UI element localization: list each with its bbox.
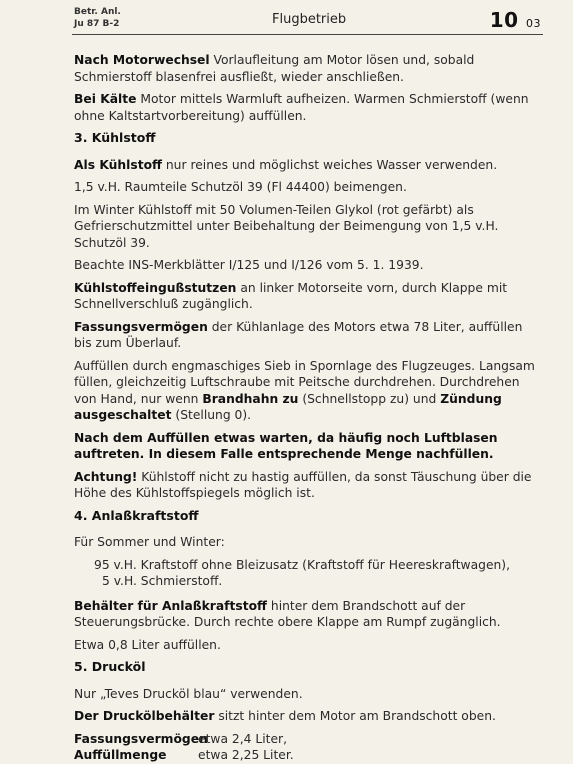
term: Nach Motorwechsel	[74, 53, 210, 67]
mixture-list	[74, 557, 540, 590]
fill-amount-label: Auffüllmenge	[74, 748, 167, 762]
term: Zündung ausgeschaltet	[74, 391, 502, 422]
page-number	[490, 8, 541, 32]
capacity-label: Fassungsvermögen	[74, 731, 208, 746]
paragraph-motorwechsel	[74, 52, 540, 85]
text: (Schnellstopp zu) und	[298, 391, 441, 406]
term: Der Druckölbehälter	[74, 709, 215, 723]
section-heading-druckoel: 5. Drucköl	[74, 659, 146, 674]
header-rule	[72, 34, 543, 35]
text: Motor mittels Warmluft aufheizen. Warmen Schmierstoff (wenn ohne Kaltstartvorbereitung) auffüllen.	[74, 92, 529, 123]
page-number-main: 10	[489, 8, 519, 32]
paragraph-auffuellen	[74, 358, 540, 424]
paragraph-teves: Nur „Teves Drucköl blau“ verwenden.	[74, 686, 303, 701]
paragraph-nachfuellen: Nach dem Auffüllen etwas warten, da häufig noch Luftblasen auftreten. In diesem Falle entsprechende Menge nachfüllen.	[74, 430, 498, 461]
term: Kühlstoffeingußstutzen	[74, 280, 237, 295]
term: Behälter für Anlaßkraftstoff	[74, 598, 267, 613]
paragraph-als-kuehlstoff	[74, 157, 540, 174]
document-reference	[74, 6, 121, 30]
text: (Stellung 0).	[171, 408, 252, 422]
text: nur reines und möglichst weiches Wasser verwenden.	[161, 157, 498, 172]
section-heading-kuehlstoff: 3. Kühlstoff	[74, 130, 156, 145]
term: Als Kühlstoff	[74, 157, 162, 172]
text: an linker Motorseite vorn, durch Klappe mit Schnellverschluß zugänglich.	[74, 280, 508, 311]
text: sitzt hinter dem Motor am Brandschott oben.	[214, 709, 496, 723]
fill-amount-value: etwa 2,25 Liter.	[198, 748, 294, 762]
page-body	[74, 52, 540, 764]
mixture-item: 5 v.H. Schmierstoff.	[102, 574, 223, 588]
text: der Kühlanlage des Motors etwa 78 Liter, auffüllen bis zum Überlauf.	[74, 319, 523, 350]
doc-ref-line1: Betr. Anl.	[74, 7, 121, 17]
text: Kühlstoff nicht zu hastig auffüllen, da sonst Täuschung über die Höhe des Kühlstoffspiegels möglich ist.	[74, 469, 532, 500]
text: Vorlaufleitung am Motor lösen und, sobald Schmierstoff blasenfrei ausfließt, wieder anschließen.	[74, 53, 475, 84]
warning-label: Achtung!	[74, 469, 138, 484]
paragraph-winter: Im Winter Kühlstoff mit 50 Volumen-Teilen Glykol (rot gefärbt) als Gefrierschutzmittel unter Beibehaltung der Beimengung von 1,5 v.H. Schutzöl 39.	[74, 202, 499, 250]
page-title: Flugbetrieb	[272, 12, 347, 27]
paragraph-kaelte	[74, 91, 540, 124]
term: Brandhahn zu	[202, 391, 299, 406]
text: hinter dem Brandschott auf der Steuerungsbrücke. Durch rechte obere Klappe am Rumpf zugänglich.	[74, 598, 501, 629]
term: Fassungsvermögen	[74, 319, 208, 334]
text: Auffüllen durch engmaschiges Sieb in Spornlage des Flugzeuges. Langsam füllen, gleichzeitig Luftschraube mit Peitsche durchdrehen. Durchdrehen von Hand, nur wenn	[74, 358, 535, 406]
paragraph-auffuellmenge: Etwa 0,8 Liter auffüllen.	[74, 637, 221, 652]
paragraph-schutzoel: 1,5 v.H. Raumteile Schutzöl 39 (Fl 44400) beimengen.	[74, 180, 407, 194]
paragraph-behaelter	[74, 598, 540, 631]
paragraph-fassungsvermoegen	[74, 319, 540, 352]
paragraph-achtung	[74, 469, 540, 502]
paragraph-merkblaetter: Beachte INS-Merkblätter I/125 und I/126 vom 5. 1. 1939.	[74, 258, 424, 272]
paragraph-druckoelbehaelter	[74, 708, 540, 725]
mixture-item: 95 v.H. Kraftstoff ohne Bleizusatz (Kraftstoff für Heereskraftwagen),	[94, 557, 511, 572]
paragraph-eingussstutzen	[74, 280, 540, 313]
page-number-sub: 03	[526, 17, 541, 30]
fill-amount-row	[74, 747, 540, 764]
term: Bei Kälte	[74, 92, 137, 106]
section-heading-anlasskraftstoff: 4. Anlaßkraftstoff	[74, 507, 199, 523]
doc-ref-line2: Ju 87 B-2	[74, 19, 120, 29]
paragraph-sommer-winter: Für Sommer und Winter:	[74, 535, 225, 549]
capacity-value: etwa 2,4 Liter,	[198, 731, 287, 746]
